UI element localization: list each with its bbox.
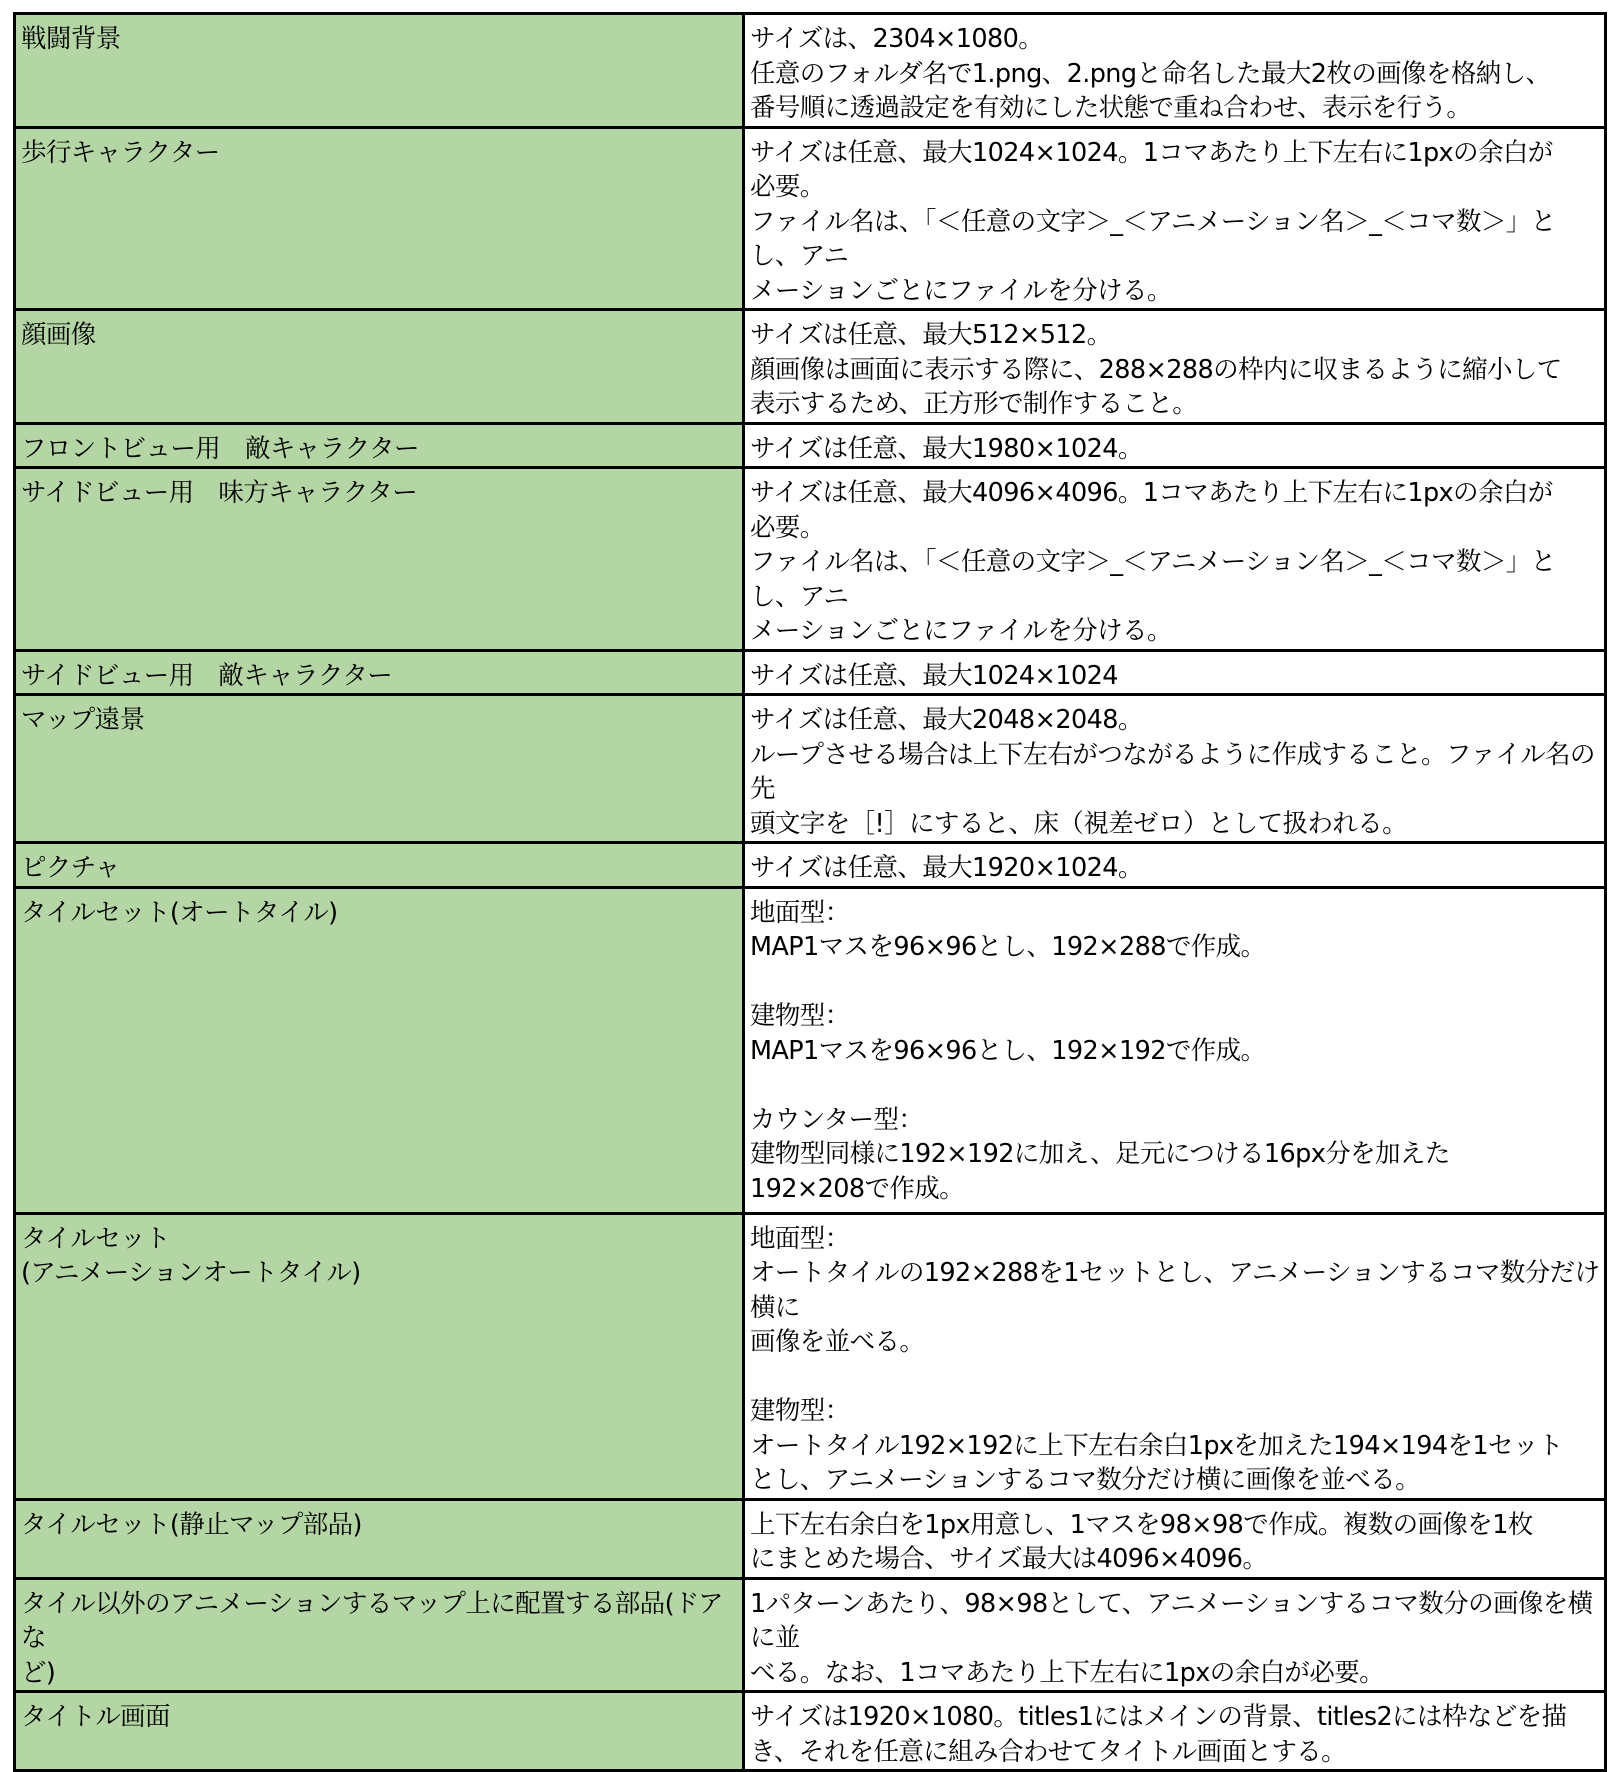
table-row (15, 1692, 1606, 1771)
table-row (15, 650, 1606, 695)
table-row (15, 887, 1606, 1213)
table-row (15, 468, 1606, 651)
row-label: ピクチャ (15, 843, 744, 888)
row-description: サイズは任意、最大2048×2048。 ループさせる場合は上下左右がつながるように作成すること。ファイル名の先 頭文字を［!］にすると、床（視差ゼロ）として扱われる。 (744, 695, 1606, 843)
row-label: フロントビュー用 敵キャラクター (15, 423, 744, 468)
row-description: サイズは任意、最大1024×1024。1コマあたり上下左右に1pxの余白が 必要。 ファイル名は、「＜任意の文字＞_＜アニメーション名＞_＜コマ数＞」とし、アニ メーションごとにファイルを分ける。 (744, 127, 1606, 310)
row-label: タイトル画面 (15, 1692, 744, 1771)
spec-table (13, 12, 1607, 1772)
table-row (15, 843, 1606, 888)
table-row (15, 695, 1606, 843)
table-row (15, 310, 1606, 424)
row-label: 顔画像 (15, 310, 744, 424)
row-description: 上下左右余白を1px用意し、1マスを98×98で作成。複数の画像を1枚 にまとめた場合、サイズ最大は4096×4096。 (744, 1499, 1606, 1578)
row-label: マップ遠景 (15, 695, 744, 843)
row-label: サイドビュー用 味方キャラクター (15, 468, 744, 651)
row-description: サイズは、2304×1080。 任意のフォルダ名で1.png、2.pngと命名した最大2枚の画像を格納し、 番号順に透過設定を有効にした状態で重ね合わせ、表示を行う。 (744, 14, 1606, 128)
row-label: タイルセット(静止マップ部品) (15, 1499, 744, 1578)
row-description: サイズは任意、最大4096×4096。1コマあたり上下左右に1pxの余白が 必要。 ファイル名は、「＜任意の文字＞_＜アニメーション名＞_＜コマ数＞」とし、アニ メーションごとにファイルを分ける。 (744, 468, 1606, 651)
row-label: 歩行キャラクター (15, 127, 744, 310)
table-row (15, 1578, 1606, 1692)
row-description: サイズは任意、最大1920×1024。 (744, 843, 1606, 888)
table-row (15, 14, 1606, 128)
row-description: 地面型： MAP1マスを96×96とし、192×288で作成。 建物型： MAP1マスを96×96とし、192×192で作成。 カウンター型： 建物型同様に192×192に加え、足元につける16px分を加えた 192×208で作成。 (744, 887, 1606, 1213)
row-label: サイドビュー用 敵キャラクター (15, 650, 744, 695)
row-label: タイル以外のアニメーションするマップ上に配置する部品(ドアな ど) (15, 1578, 744, 1692)
row-label: 戦闘背景 (15, 14, 744, 128)
table-row (15, 423, 1606, 468)
row-description: サイズは任意、最大1980×1024。 (744, 423, 1606, 468)
row-description: サイズは1920×1080。titles1にはメインの背景、titles2には枠などを描 き、それを任意に組み合わせてタイトル画面とする。 (744, 1692, 1606, 1771)
row-description: サイズは任意、最大1024×1024 (744, 650, 1606, 695)
row-label: タイルセット(オートタイル) (15, 887, 744, 1213)
row-label: タイルセット (アニメーションオートタイル) (15, 1213, 744, 1499)
row-description: 1パターンあたり、98×98として、アニメーションするコマ数分の画像を横に並 べる。なお、1コマあたり上下左右に1pxの余白が必要。 (744, 1578, 1606, 1692)
table-row (15, 1213, 1606, 1499)
table-row (15, 1499, 1606, 1578)
table-row (15, 127, 1606, 310)
row-description: 地面型： オートタイルの192×288を1セットとし、アニメーションするコマ数分だけ横に 画像を並べる。 建物型： オートタイル192×192に上下左右余白1pxを加えた194×194を1セット とし、アニメーションするコマ数分だけ横に画像を並べる。 (744, 1213, 1606, 1499)
row-description: サイズは任意、最大512×512。 顔画像は画面に表示する際に、288×288の枠内に収まるように縮小して 表示するため、正方形で制作すること。 (744, 310, 1606, 424)
